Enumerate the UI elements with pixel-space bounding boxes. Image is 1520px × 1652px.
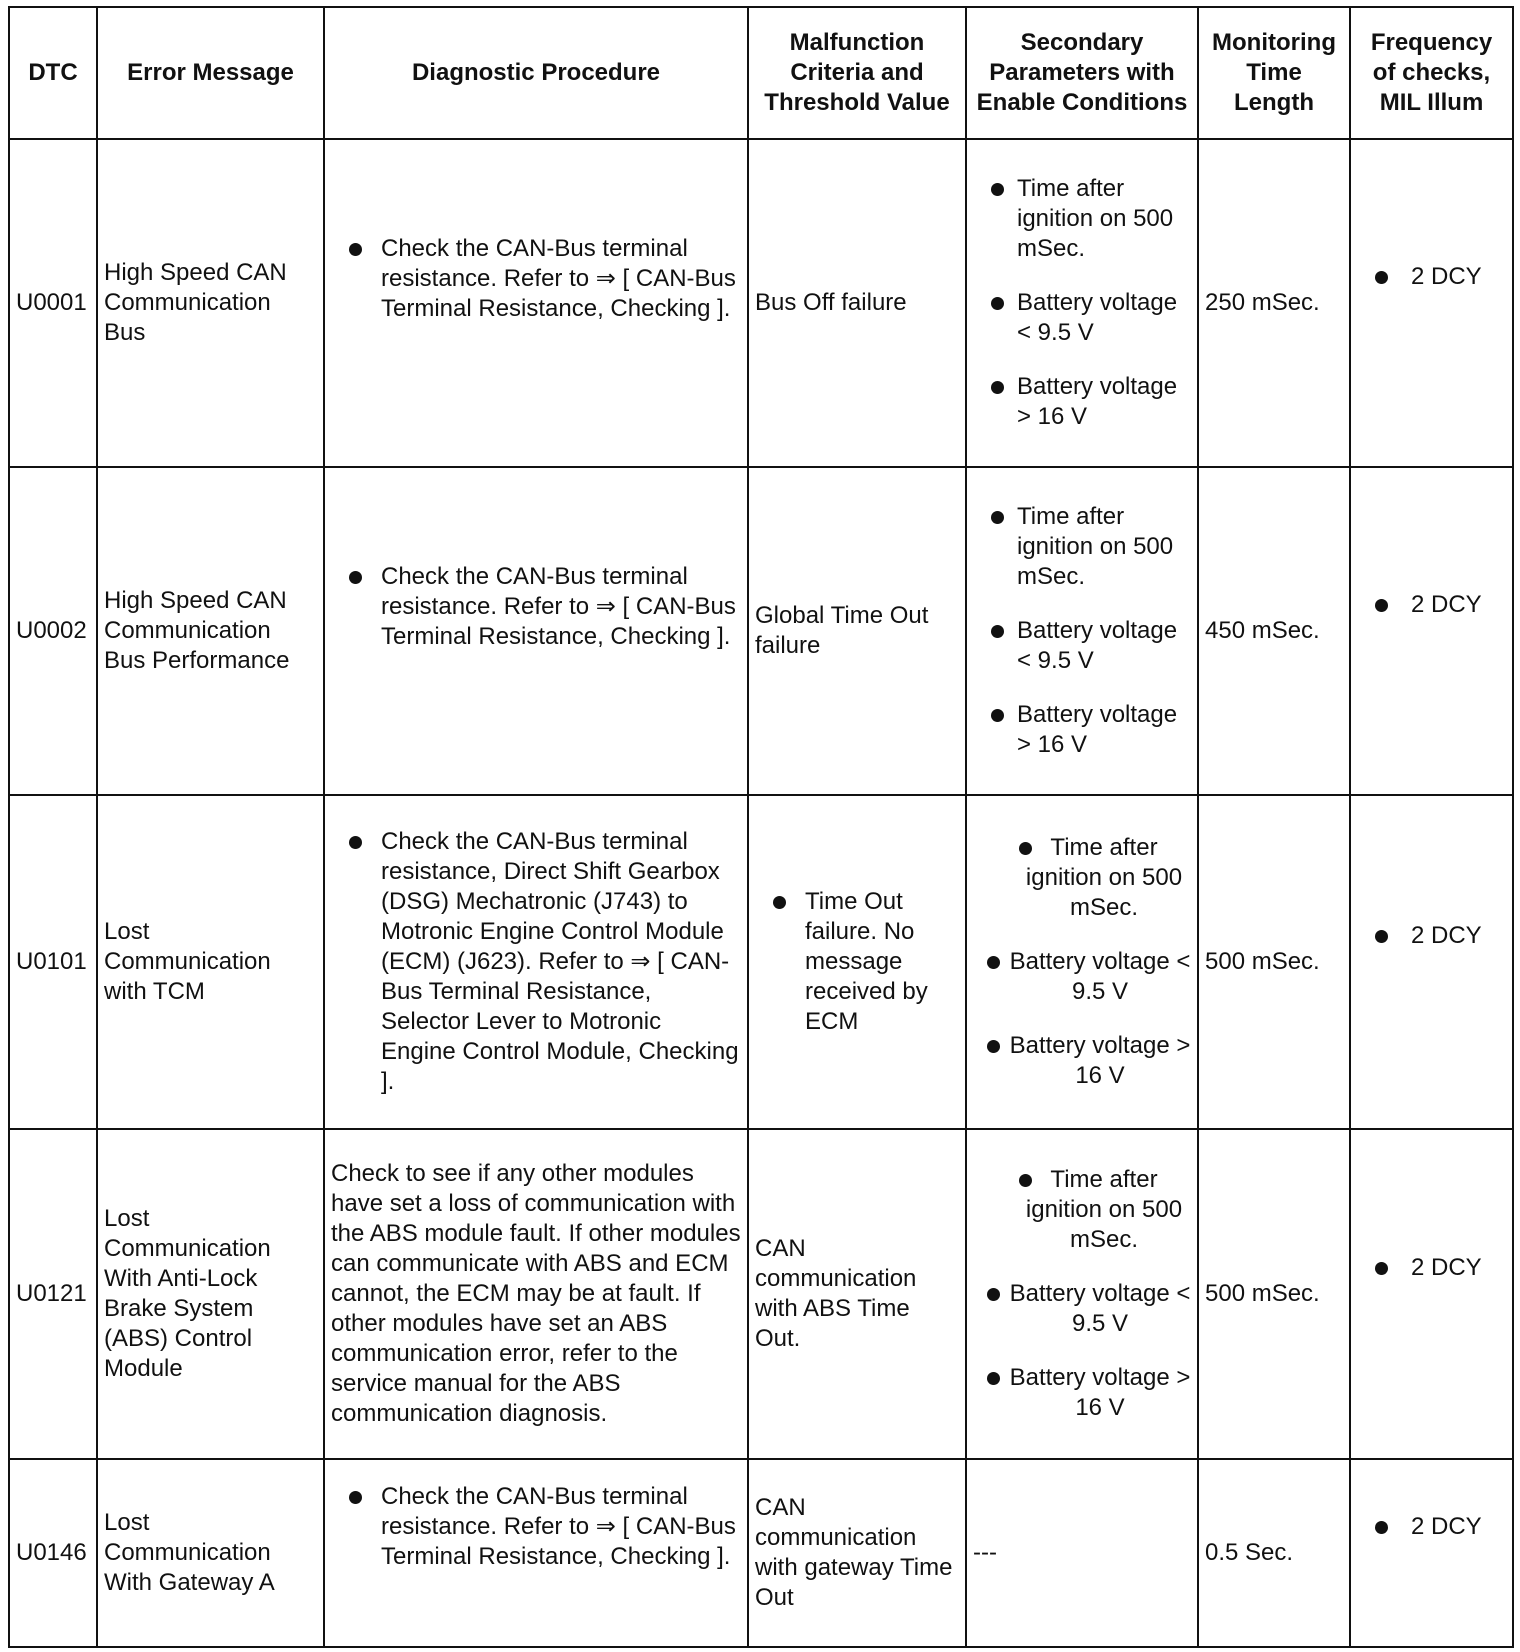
table-row [9,1459,1513,1647]
criteria-item: Time Out failure. No message received by ECM [755,887,959,1037]
secondary-item: Battery voltage < 9.5 V [973,947,1191,1007]
frequency [1350,1129,1513,1459]
header-error-message: Error Message [97,7,324,139]
monitoring-time: 250 mSec. [1198,139,1350,467]
frequency-item: 2 DCY [1357,590,1506,620]
secondary-parameters [966,795,1198,1129]
dtc-code: U0101 [9,795,97,1129]
diagnostic-procedure [324,467,748,795]
diagnostic-procedure [324,1459,748,1647]
malfunction-criteria [748,795,966,1129]
monitoring-time: 0.5 Sec. [1198,1459,1350,1647]
secondary-item: Battery voltage > 16 V [973,1031,1191,1091]
frequency-item: 2 DCY [1357,921,1506,951]
error-message: Lost Communication With Anti-Lock Brake System (ABS) Control Module [97,1129,324,1459]
procedure-item: Check the CAN-Bus terminal resistance, Direct Shift Gearbox (DSG) Mechatronic (J743) to Motronic Engine Control Module (ECM) (J623). Refer to ⇒ [ CAN-Bus Terminal Resistance, Selector Lever to Motronic Engine Control Module, Checking ]. [331,827,741,1097]
secondary-item: Battery voltage < 9.5 V [973,1279,1191,1339]
table-row [9,139,1513,467]
dtc-table-page [8,6,1512,1646]
secondary-item: Battery voltage < 9.5 V [973,616,1191,676]
dtc-code: U0121 [9,1129,97,1459]
secondary-parameters [966,139,1198,467]
diagnostic-procedure [324,795,748,1129]
error-message: Lost Communication with TCM [97,795,324,1129]
monitoring-time: 500 mSec. [1198,1129,1350,1459]
table-row [9,795,1513,1129]
secondary-item: Time after ignition on 500 mSec. [973,502,1191,592]
secondary-item: Battery voltage > 16 V [973,372,1191,432]
error-message: High Speed CAN Communication Bus [97,139,324,467]
malfunction-criteria: CAN communication with gateway Time Out [748,1459,966,1647]
error-message: High Speed CAN Communication Bus Performance [97,467,324,795]
frequency-item: 2 DCY [1357,262,1506,292]
malfunction-criteria: CAN communication with ABS Time Out. [748,1129,966,1459]
header-monitoring-time: Monitoring Time Length [1198,7,1350,139]
dtc-code: U0001 [9,139,97,467]
header-malfunction-criteria: Malfunction Criteria and Threshold Value [748,7,966,139]
secondary-item: Time after ignition on 500 mSec. [973,833,1191,923]
frequency [1350,1459,1513,1647]
secondary-parameters [966,467,1198,795]
procedure-item: Check the CAN-Bus terminal resistance. Refer to ⇒ [ CAN-Bus Terminal Resistance, Checking ]. [331,562,741,652]
procedure-item: Check the CAN-Bus terminal resistance. Refer to ⇒ [ CAN-Bus Terminal Resistance, Checking ]. [331,234,741,324]
secondary-item: Battery voltage > 16 V [973,1363,1191,1423]
monitoring-time: 450 mSec. [1198,467,1350,795]
table-row [9,467,1513,795]
monitoring-time: 500 mSec. [1198,795,1350,1129]
frequency [1350,795,1513,1129]
malfunction-criteria: Bus Off failure [748,139,966,467]
secondary-parameters: --- [966,1459,1198,1647]
procedure-item: Check the CAN-Bus terminal resistance. Refer to ⇒ [ CAN-Bus Terminal Resistance, Checking ]. [331,1482,741,1572]
frequency-item: 2 DCY [1357,1253,1506,1283]
dtc-table [8,6,1514,1648]
header-dtc: DTC [9,7,97,139]
header-frequency: Frequency of checks, MIL Illum [1350,7,1513,139]
secondary-item: Battery voltage < 9.5 V [973,288,1191,348]
frequency [1350,467,1513,795]
secondary-item: Time after ignition on 500 mSec. [973,1165,1191,1255]
procedure-text: Check to see if any other modules have set a loss of communication with the ABS module fault. If other modules can communicate with ABS and ECM cannot, the ECM may be at fault. If other modules have set an ABS communication error, refer to the service manual for the ABS communication diagnosis. [331,1160,741,1427]
error-message: Lost Communication With Gateway A [97,1459,324,1647]
frequency [1350,139,1513,467]
header-row [9,7,1513,139]
header-secondary-parameters: Secondary Parameters with Enable Conditions [966,7,1198,139]
table-row [9,1129,1513,1459]
frequency-item: 2 DCY [1357,1512,1506,1542]
header-diagnostic-procedure: Diagnostic Procedure [324,7,748,139]
diagnostic-procedure [324,139,748,467]
secondary-parameters [966,1129,1198,1459]
malfunction-criteria: Global Time Out failure [748,467,966,795]
dtc-code: U0002 [9,467,97,795]
diagnostic-procedure [324,1129,748,1459]
dtc-code: U0146 [9,1459,97,1647]
secondary-item: Battery voltage > 16 V [973,700,1191,760]
secondary-item: Time after ignition on 500 mSec. [973,174,1191,264]
